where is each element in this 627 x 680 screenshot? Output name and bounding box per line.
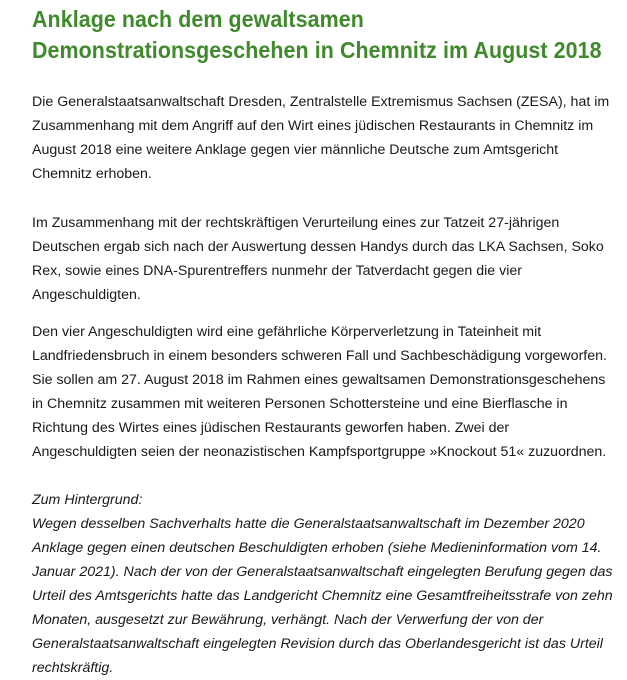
article-title-line-2: Demonstrationsgeschehen in Chemnitz im August 2018 [32,37,602,63]
background-section [32,488,617,680]
article [32,0,617,676]
paragraph-1: Die Generalstaatsanwaltschaft Dresden, Zentralstelle Extremismus Sachsen (ZESA), hat im Zusammenhang mit dem Angriff auf den Wirt eines jüdischen Restaurants in Chemnitz im August 2018 eine weitere Anklage gegen vier männliche Deutsche zum Amtsgericht Chemnitz erhoben. [32,94,610,182]
paragraph-2: Im Zusammenhang mit der rechtskräftigen Verurteilung eines zur Tatzeit 27-jährigen Deutschen ergab sich nach der Auswertung dessen Handys durch das LKA Sachsen, Soko Rex, sowie eines DNA-Spurentreffers nunmehr der Tatverdacht gegen die vier Angeschuldigten. [32,215,604,303]
article-title [32,4,627,66]
background-heading: Zum Hintergrund: [32,492,143,508]
paragraph-3: Den vier Angeschuldigten wird eine gefährliche Körperverletzung in Tateinheit mit Landfriedensbruch in einem besonders schweren Fall und Sachbeschädigung vorgeworfen. Sie sollen am 27. August 2018 im Rahmen eines gewaltsamen Demonstrationsgeschehens in Chemnitz zusammen mit weiteren Personen Schottersteine und eine Bierflasche in Richtung des Wirtes eines jüdischen Restaurants geworfen haben. Zwei der Angeschuldigten seien der neonazistischen Kampfsportgruppe »Knockout 51« zuzuordnen. [32,324,607,460]
article-title-line-1: Anklage nach dem gewaltsamen [32,6,364,32]
background-text: Wegen desselben Sachverhalts hatte die Generalstaatsanwaltschaft im Dezember 2020 Anklage gegen einen deutschen Beschuldigten erhoben (siehe Medieninformation vom 14. Januar 2021). Nach der von der Generalstaatsanwaltschaft eingelegten Berufung gegen das Urteil des Amtsgerichts hatte das Landgericht Chemnitz eine Gesamtfreiheitsstrafe von zehn Monaten, ausgesetzt zur Bewährung, verhängt. Nach der Verwerfung der von der Generalstaatsanwaltschaft eingelegten Revision durch das Oberlandesgericht ist das Urteil rechtskräftig. [32,516,613,676]
